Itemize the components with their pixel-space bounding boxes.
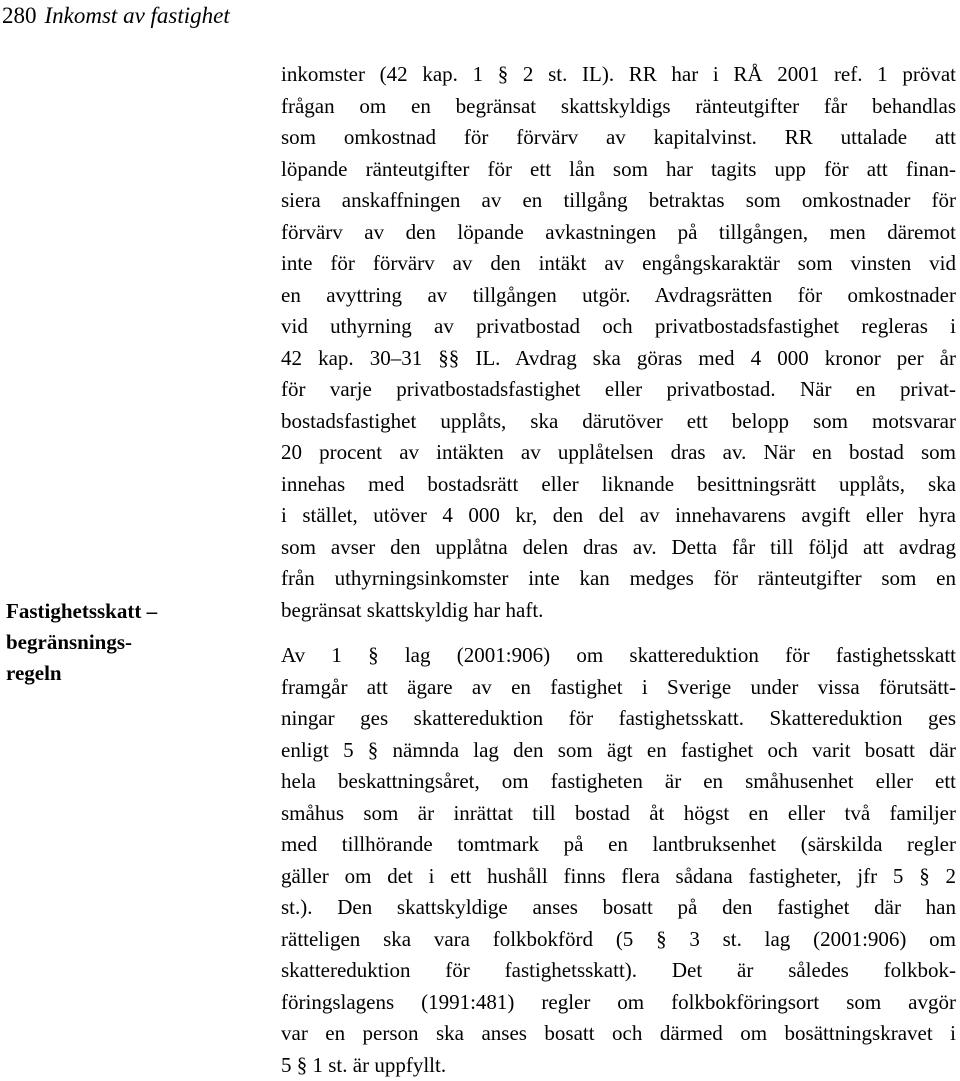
text-line: för varje privatbostadsfastighet eller privatbostad. När en privat- (281, 374, 956, 406)
text-line: hela beskattningsåret, om fastigheten är en småhusenhet eller ett (281, 766, 956, 798)
text-line: siera anskaffningen av en tillgång betraktas som omkostnader för (281, 185, 956, 217)
text-line: inte för förvärv av den intäkt av engångskaraktär som vinsten vid (281, 248, 956, 280)
text-line: rätteligen ska vara folkbokförd (5 § 3 st. lag (2001:906) om (281, 924, 956, 956)
text-line: var en person ska anses bosatt och därmed om bosättningskravet i (281, 1018, 956, 1050)
text-line: med tillhörande tomtmark på en lantbruksenhet (särskilda regler (281, 829, 956, 861)
text-line: en avyttring av tillgången utgör. Avdragsrätten för omkostnader (281, 280, 956, 312)
text-line: innehas med bostadsrätt eller liknande besittningsrätt upplåts, ska (281, 469, 956, 501)
text-line: ningar ges skattereduktion för fastighetsskatt. Skattereduktion ges (281, 703, 956, 735)
text-line: st.). Den skattskyldige anses bosatt på den fastighet där han (281, 892, 956, 924)
text-line: från uthyrningsinkomster inte kan medges för ränteutgifter som en (281, 563, 956, 595)
side-heading-line: Fastighetsskatt – (6, 596, 246, 627)
text-line: bostadsfastighet upplåts, ska därutöver ett belopp som motsvarar (281, 406, 956, 438)
text-line: förvärv av den löpande avkastningen på tillgången, men däremot (281, 217, 956, 249)
paragraph-1 (281, 59, 956, 626)
text-line: inkomster (42 kap. 1 § 2 st. IL). RR har i RÅ 2001 ref. 1 prövat (281, 59, 956, 91)
side-heading (6, 596, 246, 689)
running-title: Inkomst av fastighet (45, 3, 230, 28)
text-line: Av 1 § lag (2001:906) om skattereduktion för fastighetsskatt (281, 640, 956, 672)
side-heading-line: regeln (6, 658, 246, 689)
text-line: löpande ränteutgifter för ett lån som har tagits upp för att finan- (281, 154, 956, 186)
text-line: som omkostnad för förvärv av kapitalvinst. RR uttalade att (281, 122, 956, 154)
paragraph-2 (281, 640, 956, 1081)
text-line: 5 § 1 st. är uppfyllt. (281, 1050, 956, 1081)
text-line: som avser den upplåtna delen dras av. Detta får till följd att avdrag (281, 532, 956, 564)
main-text-column (281, 59, 956, 1081)
text-line: föringslagens (1991:481) regler om folkbokföringsort som avgör (281, 987, 956, 1019)
text-line: framgår att ägare av en fastighet i Sverige under vissa förutsätt- (281, 672, 956, 704)
page-number: 280 (2, 3, 37, 28)
text-line: 20 procent av intäkten av upplåtelsen dras av. När en bostad som (281, 437, 956, 469)
text-line: småhus som är inrättat till bostad åt högst en eller två familjer (281, 798, 956, 830)
text-line: i stället, utöver 4 000 kr, den del av innehavarens avgift eller hyra (281, 500, 956, 532)
text-line: frågan om en begränsat skattskyldigs ränteutgifter får behandlas (281, 91, 956, 123)
text-line: vid uthyrning av privatbostad och privatbostadsfastighet regleras i (281, 311, 956, 343)
section-gap (281, 626, 956, 640)
page-header (2, 2, 230, 30)
text-line: skattereduktion för fastighetsskatt). Det är således folkbok- (281, 955, 956, 987)
side-heading-line: begränsnings- (6, 627, 246, 658)
text-line: begränsat skattskyldig har haft. (281, 595, 956, 627)
text-line: 42 kap. 30–31 §§ IL. Avdrag ska göras med 4 000 kronor per år (281, 343, 956, 375)
text-line: enligt 5 § nämnda lag den som ägt en fastighet och varit bosatt där (281, 735, 956, 767)
text-line: gäller om det i ett hushåll finns flera sådana fastigheter, jfr 5 § 2 (281, 861, 956, 893)
